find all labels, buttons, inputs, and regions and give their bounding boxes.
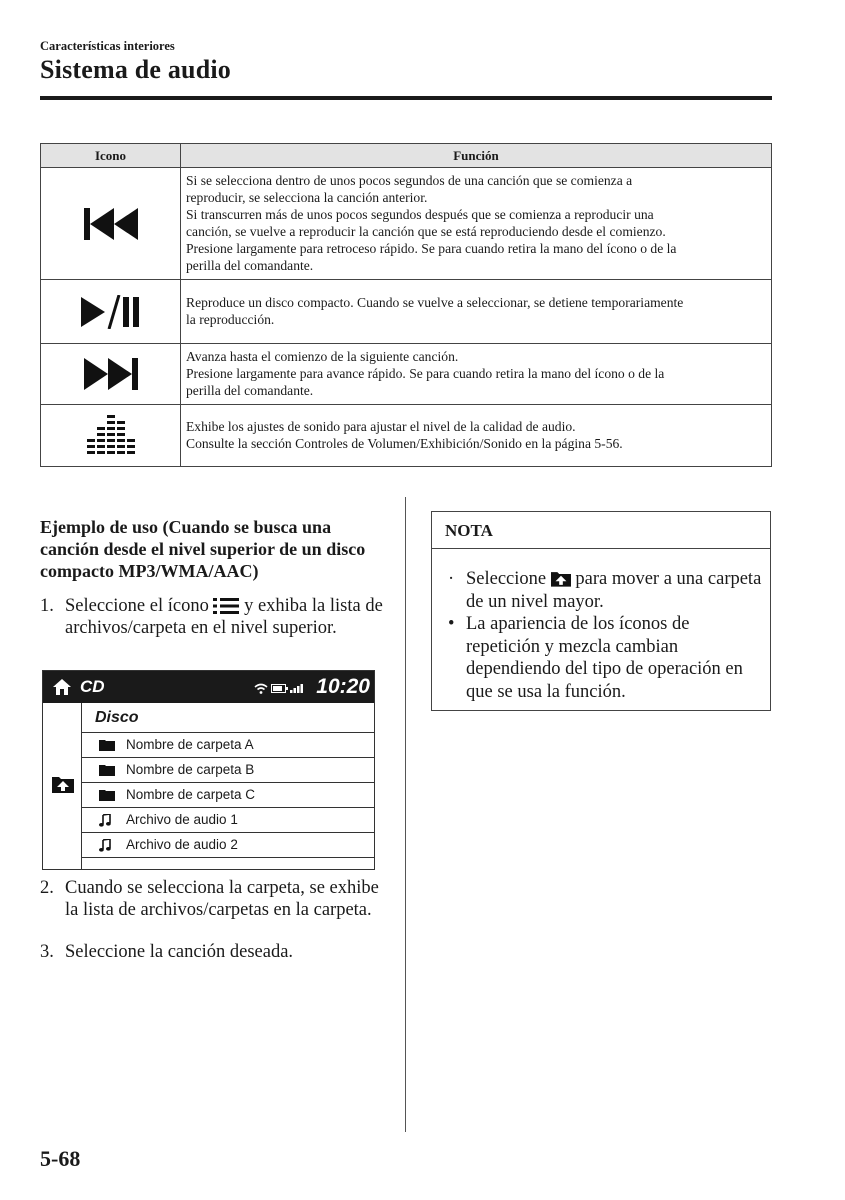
table-row [41, 280, 772, 344]
function-description [181, 280, 772, 344]
note-text: La apariencia de los íconos de repetición y mezcla cambian dependiendo del tipo de operación en que se usa la función. [466, 614, 743, 702]
bullet: • [448, 614, 455, 634]
step-text-part: Seleccione el ícono [65, 596, 209, 616]
description-line: perilla del comandante. [186, 383, 314, 398]
description-line: la reproducción. [186, 312, 275, 327]
description-line: Exhibe los ajustes de sonido para ajustar el nivel de la calidad de audio. [186, 419, 576, 434]
list-title: Disco [82, 703, 374, 733]
icon-cell [41, 405, 181, 467]
skip-forward-icon [84, 358, 138, 390]
list-item-label: Nombre de carpeta C [126, 787, 256, 802]
file-list [82, 703, 374, 870]
step-1 [40, 595, 385, 639]
cd-screen-mockup [42, 670, 375, 870]
list-item-empty [82, 858, 374, 870]
step-3 [40, 941, 385, 963]
table-header-row [41, 144, 772, 168]
list-item-label: Archivo de audio 1 [126, 812, 238, 827]
note-heading: NOTA [432, 512, 770, 549]
list-item[interactable] [82, 758, 374, 783]
list-menu-icon [213, 598, 239, 614]
description-line: Presione largamente para avance rápido. Se para cuando retira la mano del ícono o de la [186, 366, 665, 381]
example-heading: Ejemplo de uso (Cuando se busca una canción desde el nivel superior de un disco compacto MP3/WMA/AAC) [40, 517, 366, 581]
list-item[interactable] [82, 783, 374, 808]
sound-equalizer-icon [87, 415, 135, 457]
section-label: Características interiores [40, 39, 175, 53]
function-description [181, 405, 772, 467]
page-title: Sistema de audio [40, 55, 232, 84]
step-number: 1. [40, 596, 54, 616]
title-rule [40, 96, 772, 100]
description-line: canción, se vuelve a reproducir la canción que se está reproduciendo desde el comienzo. [186, 224, 666, 239]
note-text-part: para mover a una carpeta de un nivel mayor. [466, 569, 762, 612]
description-line: Presione largamente para retroceso rápido. Se para cuando retira la mano del ícono o de la [186, 241, 677, 256]
icon-cell [41, 168, 181, 280]
icon-cell [41, 344, 181, 405]
table-row [41, 168, 772, 280]
icon-cell [41, 280, 181, 344]
clock: 10:20 [316, 675, 370, 698]
table-row [41, 405, 772, 467]
note-item [448, 568, 766, 613]
list-item[interactable] [82, 733, 374, 758]
step-2 [40, 877, 385, 921]
signal-strength-icon [290, 683, 306, 693]
step-text [65, 595, 385, 639]
function-table [40, 143, 772, 467]
description-line: Reproduce un disco compacto. Cuando se vuelve a seleccionar, se detiene temporariamente [186, 295, 684, 310]
audio-source-label: CD [80, 677, 105, 696]
folder-icon [99, 789, 115, 801]
step-text-part: y exhiba la lista de archivos/carpeta en el nivel superior. [65, 596, 383, 638]
list-item-label: Nombre de carpeta A [126, 737, 254, 752]
step-number: 3. [40, 942, 54, 962]
folder-icon [99, 739, 115, 751]
step-text: Seleccione la canción deseada. [65, 942, 294, 962]
function-description [181, 168, 772, 280]
step-number: 2. [40, 878, 54, 898]
folder-icon [99, 764, 115, 776]
note-item [448, 613, 766, 703]
folder-up-icon [551, 570, 571, 587]
col-header-function: Función [181, 144, 772, 168]
bullet: · [448, 569, 455, 589]
description-line: Si transcurren más de unos pocos segundos después que se comienza a reproducir una [186, 207, 654, 222]
music-note-icon [99, 814, 111, 827]
music-note-icon [99, 839, 111, 852]
screen-side-panel [43, 703, 82, 870]
page-number: 5-68 [40, 1146, 81, 1171]
list-item[interactable] [82, 833, 374, 858]
screen-status-bar [43, 671, 374, 703]
note-text-part: Seleccione [466, 569, 547, 589]
col-header-icon: Icono [41, 144, 181, 168]
play-pause-icon [81, 295, 141, 329]
table-row [41, 344, 772, 405]
battery-icon [271, 684, 288, 693]
description-line: perilla del comandante. [186, 258, 314, 273]
list-item-label: Archivo de audio 2 [126, 837, 238, 852]
skip-back-icon [84, 208, 138, 240]
function-description [181, 344, 772, 405]
note-box [431, 511, 771, 711]
column-divider [405, 497, 406, 1132]
home-icon[interactable] [53, 679, 71, 695]
step-text: Cuando se selecciona la carpeta, se exhibe la lista de archivos/carpetas en la carpeta. [65, 878, 379, 920]
description-line: Consulte la sección Controles de Volumen/Exhibición/Sonido en la página 5-56. [186, 436, 623, 451]
wifi-icon [254, 683, 268, 694]
list-item-label: Nombre de carpeta B [126, 762, 255, 777]
description-line: reproducir, se selecciona la canción anterior. [186, 190, 428, 205]
description-line: Si se selecciona dentro de unos pocos segundos de una canción que se comienza a [186, 173, 633, 188]
folder-up-icon[interactable] [52, 775, 74, 793]
note-text [466, 568, 766, 613]
list-item[interactable] [82, 808, 374, 833]
description-line: Avanza hasta el comienzo de la siguiente canción. [186, 349, 459, 364]
